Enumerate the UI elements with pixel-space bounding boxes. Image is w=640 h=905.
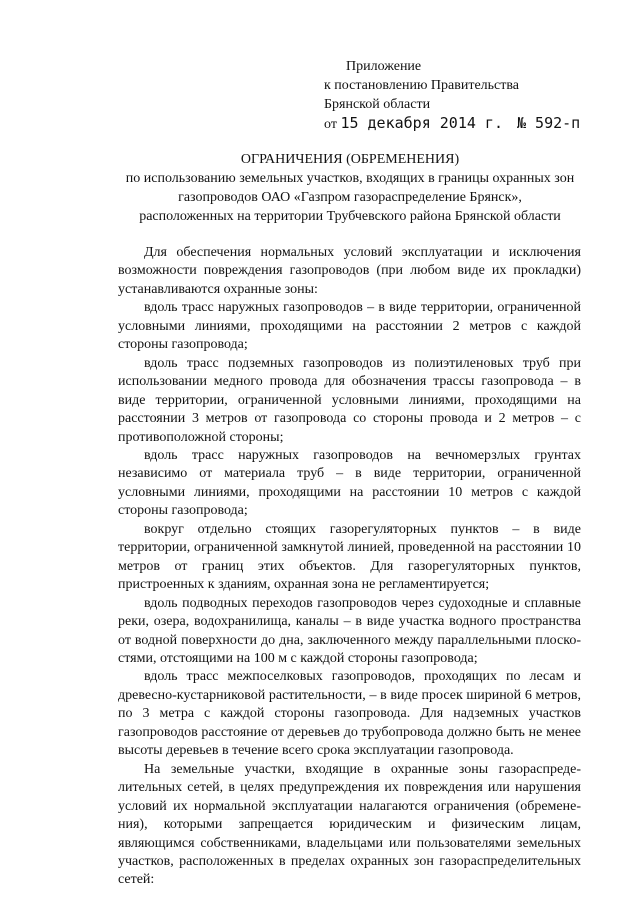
appendix-region: Брянской области [324,97,431,112]
paragraph-restrictions: На земельные участки, входящие в охранные зоны газораспреде-лительных сетей, в целях предупреждения их повреждения или нарушения условий их нормальной эксплуатации налагаются ограничения (обремене-ния), которыми запрещается юридическим и физическим лицам, являющимся собственниками, владельцами или пользователями земельных участков, расположенных в пределах охранных зон газораспределительных сетей: [118,761,581,888]
paragraph-underwater-crossings: вдоль подводных переходов газопроводов через судоходные и сплавные реки, озера, водохранилища, каналы – в виде участка водного пространства от водной поверхности до дна, заключенного между параллельными плоско-стями, отстоящими на 100 м с каждой стороны газопровода; [118,595,581,666]
resolution-number: № 592-п [517,114,581,132]
title-line-2: по использованию земельных участков, входящих в границы охранных зон [125,171,575,186]
date-prefix: от [324,117,337,132]
paragraph-underground-pipelines: вдоль трасс подземных газопроводов из полиэтиленовых труб при использовании медного провода для обозначения трассы газопровода – в виде территории, ограниченной условными линиями, проходящими на расстоянии 3 метров от газопровода со стороны провода и 2 метров – с противоположной стороны; [118,355,581,445]
paragraph-outdoor-pipelines: вдоль трасс наружных газопроводов – в виде территории, ограниченной условными линиями, проходящими на расстоянии 2 метров с каждой стороны газопровода; [118,300,581,353]
title-heading: ОГРАНИЧЕНИЯ (ОБРЕМЕНЕНИЯ) [240,152,460,167]
resolution-date: 15 декабря 2014 г. [340,114,503,132]
title-line-3: газопроводов ОАО «Газпром газораспределение Брянск», [178,190,522,205]
paragraph-permafrost-pipelines: вдоль трасс наружных газопроводов на вечномерзлых грунтах независимо от материала труб – в виде территории, ограниченной условными линиями, проходящими на расстоянии 10 метров с каждой стороны газопровода; [118,447,581,519]
document-body [118,244,581,890]
appendix-resolution: к постановлению Правительства [324,78,520,93]
paragraph-forest-pipelines: вдоль трасс межпоселковых газопроводов, проходящих по лесам и древесно-кустарниковой растительности, – в виде просек шириной 6 метров, по 3 метра с каждой стороны газопровода. Для надземных участков газопроводов расстояние от деревьев до трубопровода должно быть не менее высоты деревьев в течение всего срока эксплуатации газопровода. [118,669,581,759]
paragraph-intro: Для обеспечения нормальных условий эксплуатации и исключения возможности повреждения газопроводов (при любом виде их прокладки) устанавливаются охранные зоны: [118,245,581,297]
appendix-label: Приложение [346,59,422,74]
appendix-date-line [324,114,624,134]
document-title [60,150,640,226]
paragraph-regulator-points: вокруг отдельно стоящих газорегуляторных пунктов – в виде территории, ограниченной замкнутой линией, проведенной на расстоянии 10 метров от границ этих объектов. Для газорегуляторных пунктов, пристроенных к зданиям, охранная зона не регламентируется; [118,521,581,593]
appendix-block [324,57,624,134]
title-line-4: расположенных на территории Трубчевского района Брянской области [139,209,561,224]
